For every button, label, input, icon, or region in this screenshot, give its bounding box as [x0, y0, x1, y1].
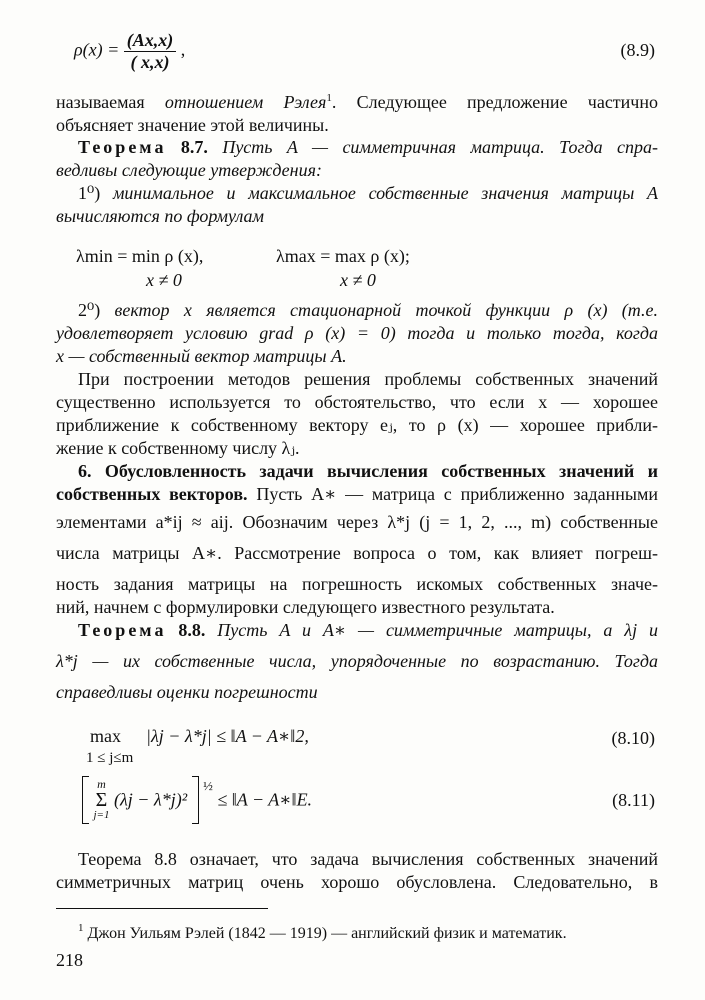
paragraph-line: называемая отношением Рэлея$^1$. Следующее предложение частично: [56, 92, 658, 112]
paragraph-line: симметричных матриц очень хорошо обусловлена. Следовательно, в: [56, 872, 658, 892]
formula-condition: x ≠ 0: [146, 270, 182, 290]
right-bracket: [192, 776, 199, 824]
term-rayleigh-quotient: отношением Рэлея: [164, 92, 327, 112]
footnote-mark: 1: [78, 922, 84, 934]
theorem-item-1: 1⁰) минимальное и максимальное собственные значения матрицы A: [78, 183, 658, 203]
equation-number-8-9: (8.9): [620, 40, 655, 60]
formula-condition: x ≠ 0: [340, 270, 376, 290]
theorem-line: λ*j — их собственные числа, упорядоченные по возрастанию. Тогда: [56, 651, 658, 671]
equation-number-8-11: (8.11): [612, 790, 655, 810]
fraction-numerator: (Ax,x): [124, 30, 177, 52]
theorem-heading: Теорема: [78, 137, 167, 157]
theorem-line: справедливы оценки погрешности: [56, 682, 318, 702]
equation-8-11: [82, 776, 312, 824]
sum-operator: m Σ j=1: [93, 777, 110, 821]
paragraph-line: ний, начнем с формулировки следующего известного результата.: [56, 597, 555, 617]
paragraph-line: ность задания матрицы на погрешность искомых собственных значе-: [56, 574, 658, 594]
equation-8-9: [74, 30, 185, 73]
theorem-line: ведливы следующие утверждения:: [56, 160, 322, 180]
paragraph-line: При построении методов решения проблемы собственных значений: [78, 369, 658, 389]
formula-lambda-min: λmin = min ρ (x),: [76, 246, 204, 266]
sum-body: (λj − λ*j)²: [113, 789, 188, 810]
theorem-line: вычисляются по формулам: [56, 206, 265, 226]
paragraph-line: жение к собственному числу λⱼ.: [56, 438, 300, 458]
equation-8-10-max: max: [90, 726, 121, 746]
paragraph-line: существенно используется то обстоятельство, что если x — хорошее: [56, 392, 658, 412]
equation-8-10-body: |λj − λ*j| ≤ ‖A − A∗‖2,: [146, 726, 309, 746]
exponent: ½: [203, 778, 213, 794]
formula-lambda-max: λmax = max ρ (x);: [276, 246, 410, 266]
theorem-8-7-line: Теорема 8.7. Пусть A — симметричная матрица. Тогда спра-: [78, 137, 659, 157]
paragraph-line: элементами a*ij ≈ aij. Обозначим через λ*j (j = 1, 2, ..., m) собственные: [56, 512, 658, 532]
section-6-title: 6. Обусловленность задачи вычисления собственных значений и: [78, 461, 658, 481]
paragraph-line: собственных векторов. Пусть A∗ — матрица с приближенно заданными: [56, 484, 659, 504]
footnote-text: Джон Уильям Рэлей (1842 — 1919) — английский физик и математик.: [83, 925, 567, 942]
equation-8-10-condition: 1 ≤ j≤m: [86, 750, 134, 766]
eq-lhs: ρ(x) =: [74, 39, 124, 60]
paragraph-line: числа матрицы A∗. Рассмотрение вопроса о том, как влияет погреш-: [56, 543, 658, 563]
theorem-item-2: 2⁰) вектор x является стационарной точкой функции ρ (x) (т.е.: [78, 300, 658, 320]
paragraph-line: Теорема 8.8 означает, что задача вычисления собственных значений: [78, 849, 658, 869]
paragraph-line: объясняет значение этой величины.: [56, 115, 329, 135]
footnote-ref: 1: [326, 92, 332, 104]
page-number: 218: [56, 950, 83, 970]
theorem-line: удовлетворяет условию grad ρ (x) = 0) тогда и только тогда, когда: [56, 323, 658, 343]
footnote-divider: [56, 908, 268, 909]
equation-8-11-rhs: ≤ ‖A − A∗‖E.: [217, 789, 313, 810]
theorem-heading: Теорема: [78, 620, 167, 640]
eq-tail: ,: [180, 39, 186, 60]
theorem-line: x — собственный вектор матрицы A.: [56, 346, 347, 366]
fraction: [124, 30, 177, 73]
fraction-denominator: ( x,x): [130, 52, 170, 72]
theorem-8-8-line: Теорема 8.8. Пусть A и A∗ — симметричные матрицы, а λj и: [78, 620, 658, 640]
paragraph-line: приближение к собственному вектору eⱼ, то ρ (x) — хорошее прибли-: [56, 415, 658, 435]
equation-number-8-10: (8.10): [611, 728, 655, 748]
footnote: [78, 922, 567, 943]
left-bracket: [82, 776, 89, 824]
section-6-title-end: собственных векторов.: [56, 484, 248, 504]
